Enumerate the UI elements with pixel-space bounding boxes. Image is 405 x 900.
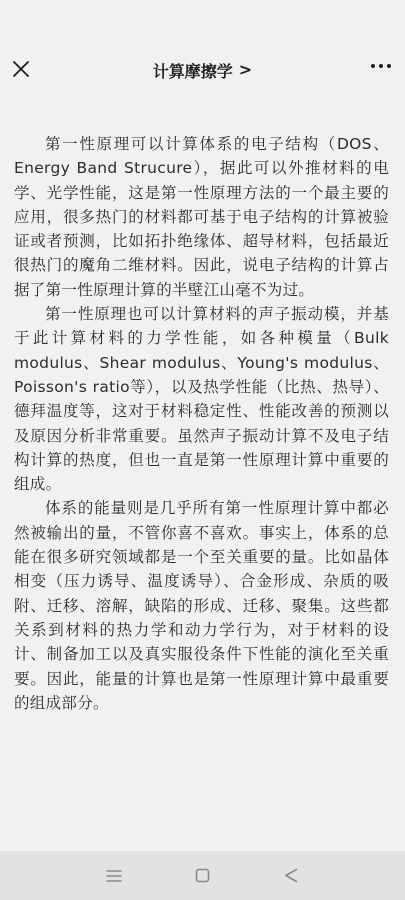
more-icon-dot [387, 64, 391, 68]
article-body [0, 132, 405, 844]
home-button[interactable] [187, 861, 217, 891]
chevron-right-icon: > [238, 60, 253, 79]
system-navigation-bar [0, 851, 405, 900]
home-icon [195, 868, 210, 883]
article-paragraph: 体系的能量则是几乎所有第一性原理计算中都必然被输出的量，不管你喜不喜欢。事实上，体系的总能在很多研究领域都是一个至关重要的量。比如晶体相变（压力诱导、温度诱导）、合金形成、杂质的吸附、迁移、溶解，缺陷的形成、迁移、聚集。这些都关系到材料的热力学和动力学行为，对于材料的设计、制备加工以及真实服役条件下性能的演化至关重要。因此，能量的计算也是第一性原理计算中最重要的组成部分。 [14, 499, 389, 712]
more-icon-dot [379, 64, 383, 68]
menu-icon [106, 869, 122, 883]
article-paragraph: 第一性原理可以计算体系的电子结构（DOS、Energy Band Strucure），据此可以外推材料的电学、光学性能，这是第一性原理方法的一个最主要的应用，很多热门的材料都可基于电子结构的计算被验证或者预测，比如拓扑绝缘体、超导材料，包括最近很热门的魔角二维材料。因此，说电子结构的计算占据了第一性原理计算的半壁江山毫不为过。 [14, 135, 389, 299]
close-icon [13, 61, 29, 77]
back-icon [284, 868, 298, 883]
back-button[interactable] [276, 861, 306, 891]
account-title-link[interactable] [153, 59, 252, 82]
page-title: 计算摩擦学 [152, 61, 233, 81]
close-button[interactable] [10, 58, 32, 80]
menu-button[interactable] [99, 861, 129, 891]
more-button[interactable] [371, 64, 391, 68]
article-paragraph: 第一性原理也可以计算材料的声子振动模，并基于此计算材料的力学性能，如各种模量（Bulk modulus、Shear modulus、Young's modulus、Poisson's ratio等），以及热学性能（比热、热导）、德拜温度等，这对于材料稳定性、性能改善的预测以及原因分析非常重要。虽然声子振动计算不及电子结构计算的热度，但也一直是第一性原理计算中重要的组成。 [14, 305, 389, 494]
status-bar [0, 0, 405, 42]
top-nav-bar [0, 42, 405, 98]
more-icon-dot [371, 64, 375, 68]
